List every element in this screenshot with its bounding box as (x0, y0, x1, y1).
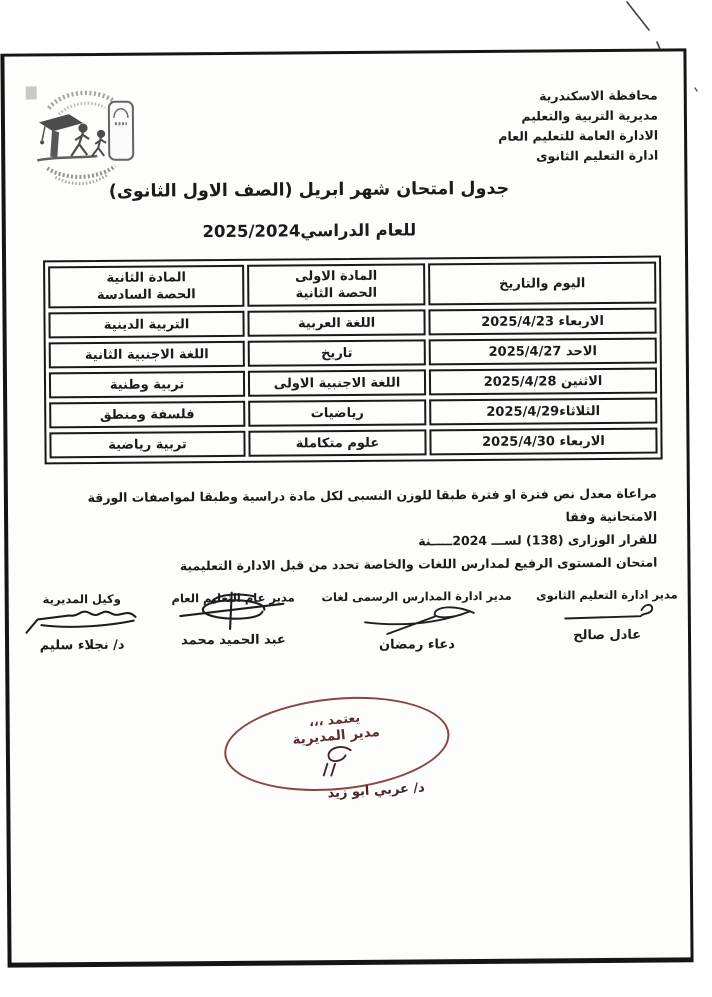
graduation-cap-icon (40, 114, 84, 131)
cell-day-date: الاربعاء 2025/4/23 (429, 308, 657, 336)
org-line-governorate: محافظة الاسكندرية (540, 87, 659, 104)
signature-name: دعاء رمضان (379, 637, 456, 653)
header-day-date-label: اليوم والتاريخ (500, 275, 587, 292)
org-line-secondary-admin: ادارة التعليم الثانوى (537, 147, 660, 164)
stamp-director-title: مدير المديرية (292, 723, 382, 749)
cell-subject-p2: رياضيات (249, 399, 427, 426)
note-line-3: امتحان المستوى الرفيع لمدارس اللغات والخاصة تحدد من قبل الادارة التعليمية (180, 554, 659, 574)
signature-block-official-language-schools-manager (322, 589, 513, 653)
header-subject2 (49, 265, 245, 309)
table-row (50, 398, 658, 429)
table-row (49, 308, 657, 339)
signature-block-deputy-director (20, 592, 146, 656)
cell-subject-p2: تاريخ (249, 339, 427, 366)
cell-day-date: الثلاثاء2025/4/29 (430, 398, 658, 426)
cell-day-date: الاحد 2025/4/27 (430, 338, 658, 366)
running-figures-icon (72, 124, 107, 157)
notes-block (49, 482, 659, 579)
signature-title: مدير ادارة التعليم الثانوى (536, 587, 679, 603)
signatures-row (20, 587, 679, 655)
cell-subject-p2: اللغة العربية (248, 309, 426, 336)
logo-square-mark (27, 86, 38, 99)
directorate-emblem-logo (26, 76, 141, 187)
header-subject2-line1: المادة الثانية (107, 270, 187, 286)
doorway-icon (110, 102, 134, 160)
cell-subject-p2: اللغة الاجنبية الاولى (249, 369, 427, 396)
header-subject1 (248, 263, 426, 306)
table-row (50, 428, 658, 459)
signature-title: وكيل المديرية (43, 591, 122, 607)
header-day-date (429, 262, 657, 306)
signature-name: عادل صالح (574, 627, 643, 644)
signature-scribble (20, 604, 146, 637)
stamp-approved-text: يعتمد ،،، (309, 709, 362, 730)
cell-subject-p2: علوم متكاملة (249, 429, 427, 456)
stamp-director-name: د/ عربي ابو زيد (327, 780, 426, 802)
signature-scribble (553, 600, 663, 627)
page-title: جدول امتحان شهر ابريل (الصف الاول الثانوى) (109, 178, 511, 202)
table-row (50, 338, 658, 369)
cell-subject-p6: تربية وطنية (50, 371, 246, 399)
signature-title: مدير ادارة المدارس الرسمى لغات (322, 588, 513, 605)
cell-day-date: الاثنين 2025/4/28 (430, 368, 658, 396)
signature-block-secondary-education-manager (537, 587, 679, 651)
cell-subject-p6: تربية رياضية (50, 431, 246, 459)
stray-pen-marks (596, 0, 712, 100)
exam-schedule-table (44, 256, 664, 465)
cell-day-date: الاربعاء 2025/4/30 (430, 428, 658, 456)
table-row (50, 368, 658, 399)
page-subtitle: للعام الدراسي2025/2024 (203, 220, 418, 242)
header-subject1-line1: المادة الاولى (296, 268, 379, 285)
cell-subject-p6: التربية الدينية (49, 311, 245, 339)
signature-scribble (343, 601, 493, 636)
header-subject2-line2: الحصة السادسة (97, 287, 197, 303)
stamp-signature-scribble (309, 741, 370, 778)
org-line-directorate: مديرية التربية والتعليم (522, 107, 659, 124)
signature-title: مدير عام التعليم العام (172, 590, 296, 606)
signature-name: عبد الحميد محمد (182, 632, 287, 649)
cell-subject-p6: اللغة الاجنبية الثانية (50, 341, 246, 369)
note-line-2: للقرار الوزارى (138) لســـ 2024ـــــنة (419, 531, 659, 549)
table-header-row (49, 262, 657, 309)
approval-stamp (217, 687, 455, 800)
page-border-frame (1, 48, 694, 967)
signature-name: د/ نجلاء سليم (40, 637, 126, 654)
note-line-1: مراعاة معدل نص فترة او فترة طبقا للوزن النسبى لكل مادة دراسية وطبقا لمواصفات الورقة الامتحانية وفقا (88, 485, 659, 525)
org-line-general-admin: الادارة العامة للتعليم العام (499, 127, 660, 144)
header-subject1-line2: الحصة الثانية (296, 285, 379, 302)
signature-block-general-education-director (170, 590, 298, 654)
cell-subject-p6: فلسفة ومنطق (50, 401, 246, 429)
